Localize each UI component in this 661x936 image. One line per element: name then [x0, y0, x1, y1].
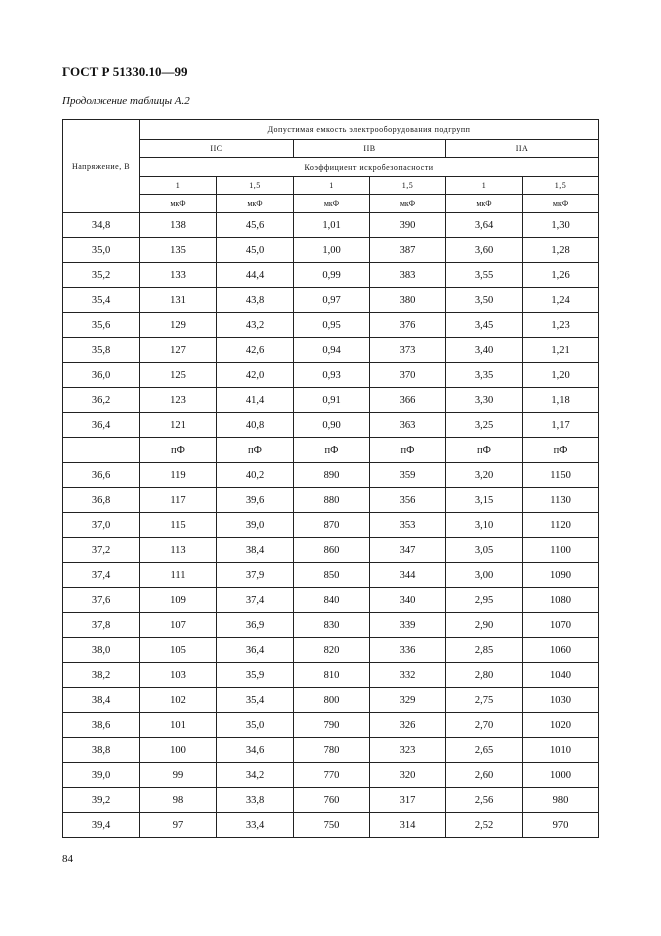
voltage-cell: 38,4 [63, 688, 140, 713]
subgroup-header: IIA [446, 140, 599, 158]
value-cell: 336 [370, 638, 446, 663]
table-row [63, 663, 599, 688]
value-cell: 1100 [523, 538, 599, 563]
value-cell: 109 [140, 588, 217, 613]
table-row [63, 313, 599, 338]
table-row [63, 763, 599, 788]
value-cell: 760 [294, 788, 370, 813]
table-row [63, 563, 599, 588]
voltage-cell: 36,2 [63, 388, 140, 413]
voltage-cell: 39,0 [63, 763, 140, 788]
value-cell: 390 [370, 213, 446, 238]
value-cell: 36,4 [217, 638, 294, 663]
value-cell: 45,6 [217, 213, 294, 238]
value-cell: 840 [294, 588, 370, 613]
value-cell: 366 [370, 388, 446, 413]
table-row [63, 513, 599, 538]
empty-cell [63, 438, 140, 463]
value-cell: 36,9 [217, 613, 294, 638]
table-row [63, 213, 599, 238]
table-row [63, 713, 599, 738]
value-cell: 33,8 [217, 788, 294, 813]
table-row [63, 688, 599, 713]
subgroup-header: IIC [140, 140, 294, 158]
voltage-cell: 35,4 [63, 288, 140, 313]
value-cell: 37,9 [217, 563, 294, 588]
voltage-header: Напряжение, В [63, 120, 140, 213]
table-row [63, 813, 599, 838]
value-cell: 810 [294, 663, 370, 688]
value-cell: 1080 [523, 588, 599, 613]
value-cell: 138 [140, 213, 217, 238]
value-cell: 34,6 [217, 738, 294, 763]
value-cell: 800 [294, 688, 370, 713]
value-cell: 38,4 [217, 538, 294, 563]
voltage-cell: 38,8 [63, 738, 140, 763]
unit-cell: мкФ [523, 195, 599, 213]
voltage-cell: 35,2 [63, 263, 140, 288]
value-cell: 339 [370, 613, 446, 638]
value-cell: 323 [370, 738, 446, 763]
value-cell: 3,55 [446, 263, 523, 288]
value-cell: 1060 [523, 638, 599, 663]
value-cell: 1,28 [523, 238, 599, 263]
table-row [63, 363, 599, 388]
voltage-cell: 34,8 [63, 213, 140, 238]
voltage-cell: 39,2 [63, 788, 140, 813]
value-cell: 105 [140, 638, 217, 663]
value-cell: 100 [140, 738, 217, 763]
value-cell: 3,45 [446, 313, 523, 338]
unit-cell: пФ [446, 438, 523, 463]
table-caption: Продолжение таблицы А.2 [62, 95, 190, 107]
table-row [63, 613, 599, 638]
document-code: ГОСТ Р 51330.10—99 [62, 64, 188, 79]
value-cell: 1,23 [523, 313, 599, 338]
coefficient-cell: 1,5 [523, 177, 599, 195]
value-cell: 1,01 [294, 213, 370, 238]
value-cell: 34,2 [217, 763, 294, 788]
table-row [63, 263, 599, 288]
value-cell: 387 [370, 238, 446, 263]
value-cell: 115 [140, 513, 217, 538]
value-cell: 326 [370, 713, 446, 738]
value-cell: 131 [140, 288, 217, 313]
value-cell: 347 [370, 538, 446, 563]
voltage-cell: 36,4 [63, 413, 140, 438]
value-cell: 980 [523, 788, 599, 813]
value-cell: 376 [370, 313, 446, 338]
voltage-cell: 38,6 [63, 713, 140, 738]
value-cell: 780 [294, 738, 370, 763]
value-cell: 102 [140, 688, 217, 713]
value-cell: 750 [294, 813, 370, 838]
value-cell: 35,4 [217, 688, 294, 713]
value-cell: 103 [140, 663, 217, 688]
value-cell: 2,52 [446, 813, 523, 838]
value-cell: 40,8 [217, 413, 294, 438]
table-row [63, 788, 599, 813]
value-cell: 770 [294, 763, 370, 788]
table-row [63, 288, 599, 313]
value-cell: 0,97 [294, 288, 370, 313]
table-row [63, 588, 599, 613]
value-cell: 98 [140, 788, 217, 813]
value-cell: 97 [140, 813, 217, 838]
value-cell: 359 [370, 463, 446, 488]
value-cell: 380 [370, 288, 446, 313]
voltage-cell: 37,8 [63, 613, 140, 638]
value-cell: 1,20 [523, 363, 599, 388]
value-cell: 1,30 [523, 213, 599, 238]
value-cell: 1010 [523, 738, 599, 763]
unit-cell: пФ [370, 438, 446, 463]
value-cell: 2,75 [446, 688, 523, 713]
value-cell: 2,90 [446, 613, 523, 638]
coefficient-header: Коэффициент искробезопасности [140, 158, 599, 177]
value-cell: 1000 [523, 763, 599, 788]
table-row [63, 463, 599, 488]
value-cell: 373 [370, 338, 446, 363]
table-row [63, 488, 599, 513]
value-cell: 830 [294, 613, 370, 638]
value-cell: 35,9 [217, 663, 294, 688]
value-cell: 3,64 [446, 213, 523, 238]
value-cell: 314 [370, 813, 446, 838]
unit-cell: пФ [217, 438, 294, 463]
value-cell: 41,4 [217, 388, 294, 413]
value-cell: 329 [370, 688, 446, 713]
value-cell: 356 [370, 488, 446, 513]
unit-cell: пФ [140, 438, 217, 463]
value-cell: 860 [294, 538, 370, 563]
value-cell: 1130 [523, 488, 599, 513]
value-cell: 870 [294, 513, 370, 538]
value-cell: 99 [140, 763, 217, 788]
capacitance-table [62, 119, 599, 838]
value-cell: 35,0 [217, 713, 294, 738]
table-row [63, 338, 599, 363]
voltage-cell: 35,6 [63, 313, 140, 338]
coefficient-cell: 1,5 [217, 177, 294, 195]
value-cell: 370 [370, 363, 446, 388]
value-cell: 0,91 [294, 388, 370, 413]
value-cell: 890 [294, 463, 370, 488]
value-cell: 121 [140, 413, 217, 438]
value-cell: 39,0 [217, 513, 294, 538]
value-cell: 850 [294, 563, 370, 588]
page-number: 84 [62, 853, 73, 865]
voltage-cell: 38,0 [63, 638, 140, 663]
value-cell: 1040 [523, 663, 599, 688]
voltage-cell: 39,4 [63, 813, 140, 838]
value-cell: 3,00 [446, 563, 523, 588]
value-cell: 119 [140, 463, 217, 488]
value-cell: 1150 [523, 463, 599, 488]
voltage-cell: 37,4 [63, 563, 140, 588]
value-cell: 0,93 [294, 363, 370, 388]
capacity-header: Допустимая емкость электрооборудования подгрупп [140, 120, 599, 140]
units-row [63, 438, 599, 463]
value-cell: 127 [140, 338, 217, 363]
value-cell: 45,0 [217, 238, 294, 263]
value-cell: 1,21 [523, 338, 599, 363]
value-cell: 1,17 [523, 413, 599, 438]
value-cell: 3,60 [446, 238, 523, 263]
value-cell: 1070 [523, 613, 599, 638]
value-cell: 33,4 [217, 813, 294, 838]
value-cell: 39,6 [217, 488, 294, 513]
table-row [63, 388, 599, 413]
value-cell: 353 [370, 513, 446, 538]
value-cell: 3,30 [446, 388, 523, 413]
coefficient-cell: 1 [446, 177, 523, 195]
value-cell: 3,40 [446, 338, 523, 363]
value-cell: 1,00 [294, 238, 370, 263]
value-cell: 383 [370, 263, 446, 288]
value-cell: 37,4 [217, 588, 294, 613]
voltage-cell: 37,6 [63, 588, 140, 613]
voltage-cell: 37,0 [63, 513, 140, 538]
voltage-cell: 35,8 [63, 338, 140, 363]
voltage-cell: 37,2 [63, 538, 140, 563]
value-cell: 135 [140, 238, 217, 263]
unit-cell: мкФ [446, 195, 523, 213]
value-cell: 1030 [523, 688, 599, 713]
value-cell: 101 [140, 713, 217, 738]
table-row [63, 738, 599, 763]
coefficient-cell: 1 [140, 177, 217, 195]
value-cell: 1020 [523, 713, 599, 738]
value-cell: 3,10 [446, 513, 523, 538]
voltage-cell: 38,2 [63, 663, 140, 688]
value-cell: 43,8 [217, 288, 294, 313]
unit-cell: пФ [523, 438, 599, 463]
value-cell: 133 [140, 263, 217, 288]
voltage-cell: 35,0 [63, 238, 140, 263]
value-cell: 2,85 [446, 638, 523, 663]
value-cell: 44,4 [217, 263, 294, 288]
value-cell: 790 [294, 713, 370, 738]
value-cell: 1120 [523, 513, 599, 538]
value-cell: 3,35 [446, 363, 523, 388]
value-cell: 3,05 [446, 538, 523, 563]
value-cell: 43,2 [217, 313, 294, 338]
value-cell: 2,95 [446, 588, 523, 613]
value-cell: 42,0 [217, 363, 294, 388]
value-cell: 40,2 [217, 463, 294, 488]
value-cell: 3,20 [446, 463, 523, 488]
value-cell: 1,24 [523, 288, 599, 313]
value-cell: 880 [294, 488, 370, 513]
value-cell: 3,25 [446, 413, 523, 438]
subgroup-header: IIB [294, 140, 446, 158]
value-cell: 2,65 [446, 738, 523, 763]
value-cell: 317 [370, 788, 446, 813]
value-cell: 1,26 [523, 263, 599, 288]
value-cell: 340 [370, 588, 446, 613]
value-cell: 129 [140, 313, 217, 338]
unit-cell: пФ [294, 438, 370, 463]
value-cell: 117 [140, 488, 217, 513]
value-cell: 107 [140, 613, 217, 638]
coefficient-cell: 1,5 [370, 177, 446, 195]
value-cell: 1090 [523, 563, 599, 588]
table-row [63, 413, 599, 438]
value-cell: 123 [140, 388, 217, 413]
value-cell: 2,80 [446, 663, 523, 688]
value-cell: 0,99 [294, 263, 370, 288]
value-cell: 42,6 [217, 338, 294, 363]
value-cell: 0,94 [294, 338, 370, 363]
value-cell: 113 [140, 538, 217, 563]
value-cell: 320 [370, 763, 446, 788]
value-cell: 111 [140, 563, 217, 588]
value-cell: 820 [294, 638, 370, 663]
value-cell: 0,95 [294, 313, 370, 338]
table-row [63, 538, 599, 563]
unit-cell: мкФ [140, 195, 217, 213]
value-cell: 344 [370, 563, 446, 588]
value-cell: 0,90 [294, 413, 370, 438]
value-cell: 2,70 [446, 713, 523, 738]
value-cell: 2,56 [446, 788, 523, 813]
unit-cell: мкФ [217, 195, 294, 213]
value-cell: 332 [370, 663, 446, 688]
value-cell: 125 [140, 363, 217, 388]
coefficient-cell: 1 [294, 177, 370, 195]
value-cell: 363 [370, 413, 446, 438]
table-row [63, 638, 599, 663]
unit-cell: мкФ [370, 195, 446, 213]
value-cell: 970 [523, 813, 599, 838]
table-row [63, 238, 599, 263]
unit-cell: мкФ [294, 195, 370, 213]
voltage-cell: 36,6 [63, 463, 140, 488]
value-cell: 1,18 [523, 388, 599, 413]
table-body [63, 120, 599, 838]
voltage-cell: 36,0 [63, 363, 140, 388]
value-cell: 2,60 [446, 763, 523, 788]
value-cell: 3,15 [446, 488, 523, 513]
voltage-cell: 36,8 [63, 488, 140, 513]
value-cell: 3,50 [446, 288, 523, 313]
